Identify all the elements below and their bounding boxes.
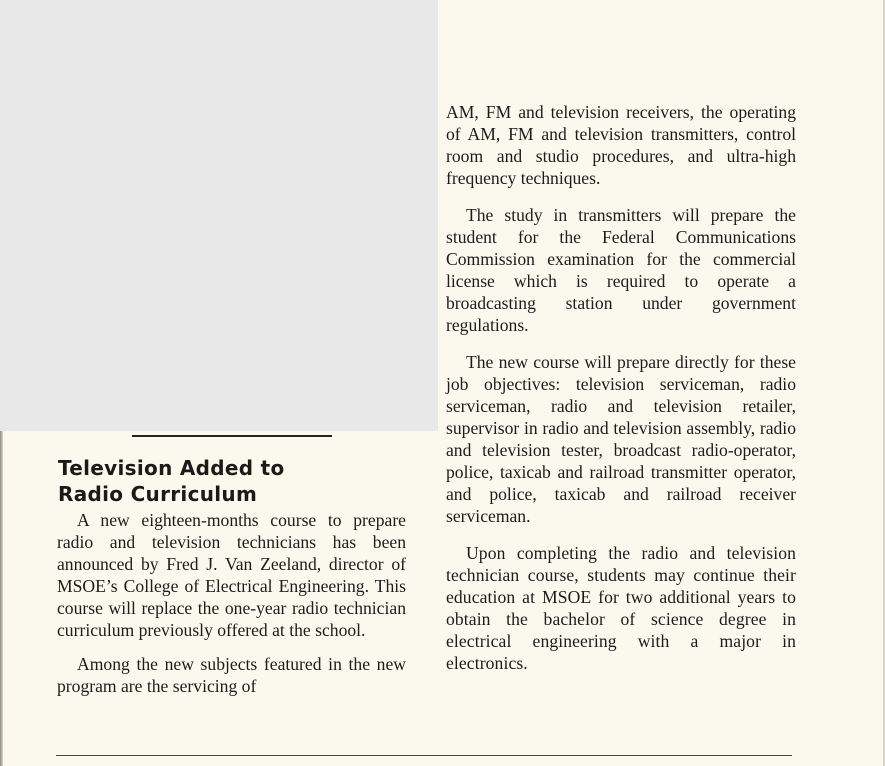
right-text-column (446, 101, 796, 674)
left-text-column (57, 509, 406, 697)
headline-line-1: Television Added to (58, 456, 285, 480)
paragraph-degree: Upon completing the radio and television technician course, students may continue their education at MSOE for two additional years to obtain the bachelor of science degree in electrical engineering with a major in electronics. (446, 543, 796, 673)
page-left-edge (0, 431, 3, 766)
section-divider-bottom (56, 755, 792, 756)
headline-line-2: Radio Curriculum (58, 482, 258, 506)
paragraph-transmitters: The study in transmitters will prepare the student for the Federal Communications Commission examination for the commercial license which is required to operate a broadcasting station under government regulations. (446, 205, 796, 335)
blank-scan-area (0, 0, 438, 431)
paragraph-continuation: AM, FM and television receivers, the operating of AM, FM and television transmitters, control room and studio procedures, and ultra-high frequency techniques. (446, 102, 796, 188)
paragraph-job-objectives: The new course will prepare directly for these job objectives: television serviceman, radio serviceman, radio and television retailer, supervisor in radio and television assembly, radio and television tester, broadcast radio-operator, police, taxicab and railroad transmitter operator, and police, taxicab and railroad receiver serviceman. (446, 352, 796, 526)
paragraph-intro: A new eighteen-months course to prepare radio and television technicians has been announced by Fred J. Van Zeeland, director of MSOE’s College of Electrical Engineering. This course will replace the one-year radio technician curriculum previously offered at the school. (57, 510, 406, 640)
article-headline (58, 455, 408, 507)
paragraph-new-subjects: Among the new subjects featured in the new program are the servicing of (57, 654, 406, 696)
section-divider-top (132, 435, 332, 437)
